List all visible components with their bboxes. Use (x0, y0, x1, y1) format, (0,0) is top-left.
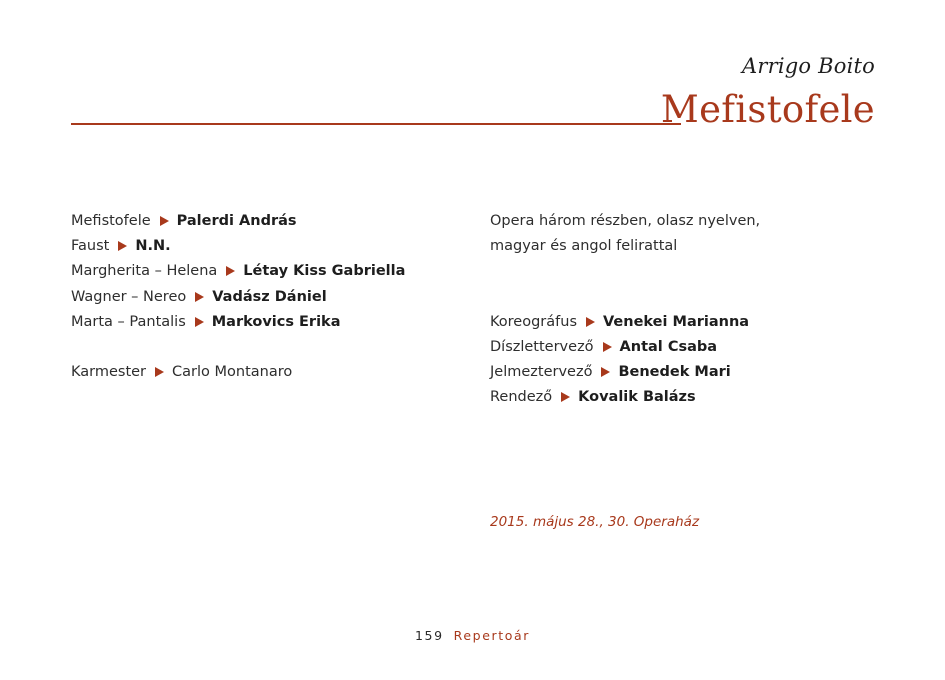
crew-role: Díszlettervező (490, 338, 594, 355)
arrow-icon (155, 367, 164, 377)
cast-role: Margherita – Helena (71, 263, 218, 280)
cast-line (71, 259, 405, 284)
arrow-icon (226, 266, 235, 276)
arrow-icon (603, 342, 612, 352)
conductor-role: Karmester (71, 364, 147, 381)
spacer (490, 285, 820, 310)
crew-name: Benedek Mari (618, 364, 731, 381)
arrow-icon (118, 241, 127, 251)
crew-line (490, 335, 820, 360)
cast-line (71, 209, 405, 234)
title-rule (71, 123, 681, 125)
cast-name: Markovics Erika (211, 313, 341, 330)
crew-role: Jelmeztervező (490, 364, 593, 381)
spacer (71, 335, 405, 360)
crew-line (490, 360, 820, 385)
cast-column (71, 209, 405, 385)
section-name: Repertoár (453, 628, 530, 643)
conductor-line (71, 360, 405, 385)
crew-role: Rendező (490, 389, 553, 406)
cast-line (71, 285, 405, 310)
crew-role: Koreográfus (490, 313, 577, 330)
crew-line (490, 310, 820, 335)
composer-name: Arrigo Boito (742, 54, 875, 78)
cast-line (71, 234, 405, 259)
crew-name: Antal Csaba (619, 338, 718, 355)
performance-dates: 2015. május 28., 30. Operaház (490, 514, 700, 530)
cast-name: Palerdi András (176, 213, 297, 229)
cast-role: Mefistofele (71, 213, 151, 229)
arrow-icon (586, 317, 595, 327)
arrow-icon (195, 292, 204, 302)
arrow-icon (561, 392, 570, 402)
cast-role: Faust (71, 238, 110, 255)
opera-title: Mefistofele (660, 88, 875, 131)
crew-name: Kovalik Balázs (578, 389, 696, 406)
arrow-icon (601, 367, 610, 377)
info-column (490, 209, 820, 411)
cast-name: Létay Kiss Gabriella (243, 263, 406, 280)
cast-role: Marta – Pantalis (71, 313, 186, 330)
page-number: 159 (415, 628, 444, 643)
cast-name: N.N. (135, 238, 171, 255)
spacer (490, 259, 820, 284)
opera-description: Opera három részben, olasz nyelven, magyar és angol felirattal (490, 213, 761, 255)
page-footer (0, 628, 945, 643)
crew-name: Venekei Marianna (603, 313, 750, 330)
arrow-icon (160, 216, 169, 226)
conductor-name: Carlo Montanaro (172, 364, 293, 381)
arrow-icon (195, 317, 204, 327)
cast-role: Wagner – Nereo (71, 288, 187, 305)
cast-name: Vadász Dániel (212, 288, 327, 305)
crew-line (490, 385, 820, 410)
cast-line (71, 310, 405, 335)
